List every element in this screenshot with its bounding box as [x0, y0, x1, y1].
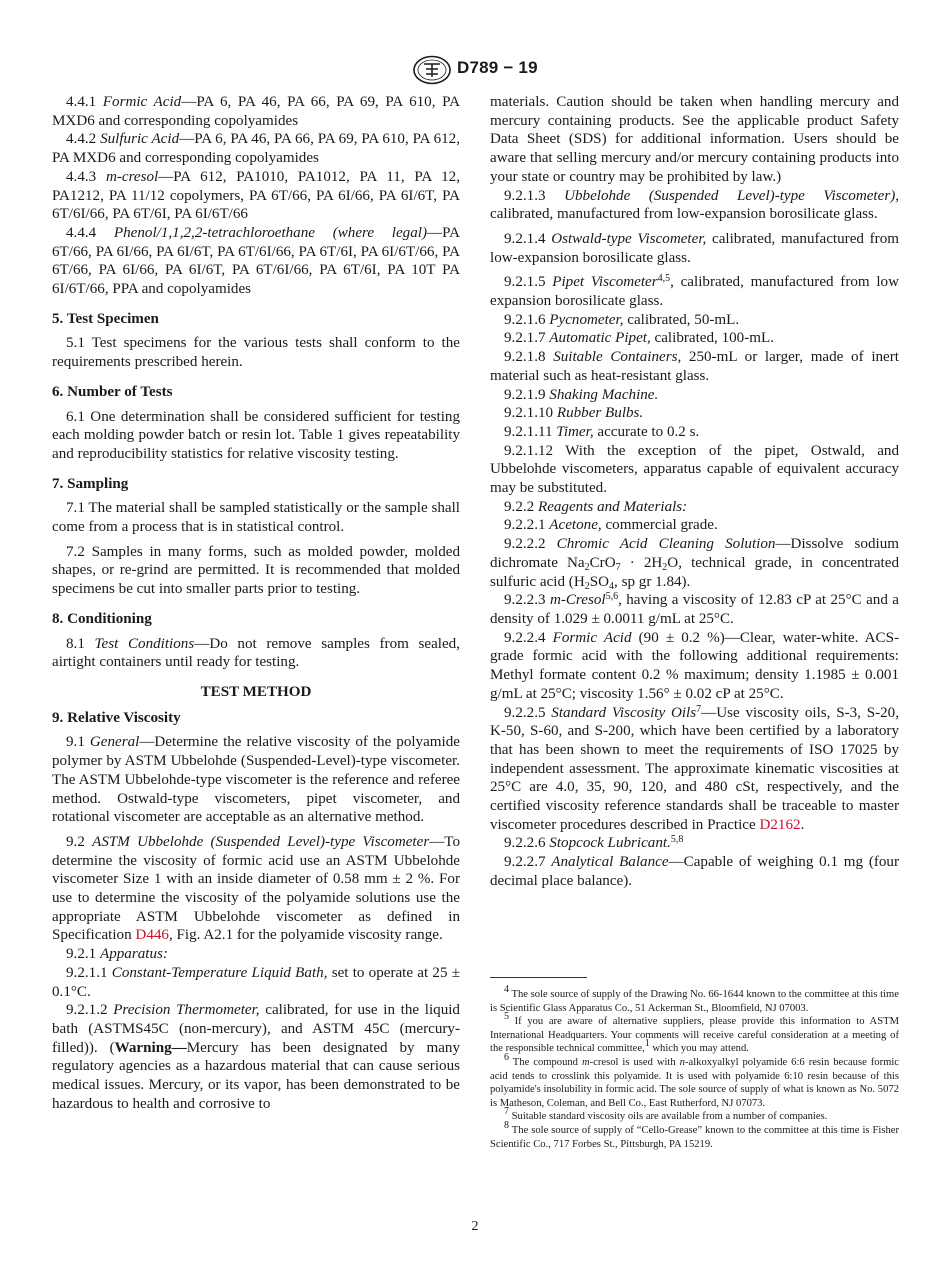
paragraph-9-2-1-2: 9.2.1.2 Precision Thermometer, calibrated, for use in the liquid bath (ASTMS45C (non-mercury), and ASTM 45C (mercury-filled)). (Warning—Mercury has been designated by many regulatory agencies as a hazardous material that can cause serious medical issues. Mercury, or its vapor, has been demonstrated to be hazardous to health and corrosive to [52, 1002, 460, 1112]
d446-link[interactable]: D446 [135, 927, 169, 944]
paragraph-9-2-1-6: 9.2.1.6 Pycnometer, calibrated, 50-mL. [504, 311, 740, 328]
paragraph-9-2-2-5: 9.2.2.5 Standard Viscosity Oils$^7$—Use viscosity oils, S-3, S-20, K-50, S-60, and S-200, which have been certified by a laboratory that has been shown to meet the requirements of ISO 17025 by independent assessment. The approximate kinematic viscosities at 25°C are 4.0, 35, 90, 120, and 480 cSt, respectively, and the certified viscosity reference standards shall be traceable to master viscometer procedures described in Practice D2162. [490, 703, 899, 833]
test-method-heading: TEST METHOD [200, 683, 312, 700]
paragraph-8-1: 8.1 Test Conditions—Do not remove samples from sealed, airtight containers until ready for testing. [52, 635, 460, 671]
paragraph-9-2-1-8: 9.2.1.8 Suitable Containers, 250-mL or larger, made of inert material such as heat-resistant glass. [490, 349, 899, 384]
paragraph-9-2-1: 9.2.1 Apparatus: [66, 946, 168, 963]
paragraph-7-2: 7.2 Samples in many forms, such as molded powder, molded shapes, or re-grind are permitted. It is recommended that molded specimens be cut into smaller parts prior to testing. [52, 543, 460, 598]
paragraph-9-2-1-3: 9.2.1.3 Ubbelohde (Suspended Level)-type Viscometer), calibrated, manufactured from low-expansion borosilicate glass. [490, 187, 899, 223]
page-header [0, 55, 950, 85]
page-number: 2 [471, 1219, 479, 1234]
section-7-heading: 7. Sampling [52, 475, 129, 492]
document-designation: D789 − 19 [457, 58, 538, 77]
section-8-heading: 8. Conditioning [52, 610, 152, 627]
paragraph-4-4-1: 4.4.1 Formic Acid—PA 6, PA 46, PA 66, PA 69, PA 610, PA MXD6 and corresponding copolyamides [52, 94, 460, 129]
paragraph-9-2-2-7: 9.2.2.7 Analytical Balance—Capable of weighing 0.1 mg (four decimal place balance). [490, 854, 899, 889]
astm-logo-icon [412, 55, 452, 85]
paragraph-4-4-4: 4.4.4 Phenol/1,1,2,2-tetrachloroethane (where legal)—PA 6T/66, PA 6I/66, PA 6I/6T, PA 6T/6I/66, PA 6T/6I, PA 6I/6T/66, PA 6T/66, PA 6I/66, PA 6I/6T, PA 6T/6I/66, PA 6T/6I, PA 10T PA 6I/6T/66, PPA and copolyamides [52, 224, 460, 298]
paragraph-4-4-2: 4.4.2 Sulfuric Acid—PA 6, PA 46, PA 66, PA 69, PA 610, PA 612, PA MXD6 and corresponding copolyamides [52, 131, 460, 167]
paragraph-9-2-2-2: 9.2.2.2 Chromic Acid Cleaning Solution—Dissolve sodium dichromate $Na_2CrO_7 \cdot 2H_2O$, technical grade, in concentrated sulfuric acid ($H_2SO_4$, sp gr 1.84). [490, 536, 899, 592]
left-column [52, 93, 460, 1113]
paragraph-9-2-1-7: 9.2.1.7 Automatic Pipet, calibrated, 100-mL. [504, 330, 774, 347]
section-9-heading: 9. Relative Viscosity [52, 709, 181, 726]
footnote-4: $^4$ The sole source of supply of the Drawing No. 66-1644 known to the committee at this time is Scientific Glass Apparatus Co., 51 Ackerman St., Bloomfield, NJ 07003. [490, 984, 899, 1014]
mercury-warning-continued: materials. Caution should be taken when handling mercury and mercury containing products. See the applicable product Safety Data Sheet (SDS) for additional information. Users should be aware that selling mercury and/or mercury containing products into your state or country may be prohibited by law.) [490, 94, 899, 185]
paragraph-9-2-2-1: 9.2.2.1 Acetone, commercial grade. [504, 517, 718, 534]
paragraph-7-1: 7.1 The material shall be sampled statistically or the sample shall come from a process that is in statistical control. [52, 500, 460, 536]
footnote-5: $^5$ If you are aware of alternative suppliers, please provide this information to ASTM International Headquarters. Your comments will receive careful consideration at a meeting of the responsible technical committee,$^1$ which you may attend. [490, 1011, 899, 1055]
footnote-6: $^6$ The compound m-cresol is used with n-alkoxyalkyl polyamide 6:6 resin because formic acid tends to crosslink this polyamide. It is used with polyamide 6:10 resin because of this polyamide's insolubility in formic acid. The sole source of supply of what is known as No. 5072 is Matheson, Coleman, and Bell Co., East Rutherford, NJ 07073. [490, 1051, 899, 1109]
footnotes [490, 984, 899, 1151]
paragraph-9-2-1-12: 9.2.1.12 With the exception of the pipet, Ostwald, and Ubbelohde viscometers, apparatus capable of equivalent accuracy may be substituted. [490, 442, 899, 497]
right-column [490, 93, 899, 891]
paragraph-4-4-3: 4.4.3 m-cresol—PA 612, PA1010, PA1012, PA 11, PA 12, PA1212, PA 11/12 copolymers, PA 6T/66, PA 6I/66, PA 6I/6T, PA 6T/6I/66, PA 6T/6I, PA 6I/6T/66 [52, 168, 461, 223]
paragraph-9-1: 9.1 General—Determine the relative viscosity of the polyamide polymer by ASTM Ubbelohde (Suspended-Level)-type viscometer. The ASTM Ubbelohde-type viscometer is the reference and referee method. Ostwald-type viscometers, pipet viscometer, and rotational viscometer are acceptable as an alternative method. [52, 734, 460, 826]
section-5-heading: 5. Test Specimen [52, 310, 159, 327]
footnote-divider [490, 977, 587, 978]
paragraph-9-2-2-4: 9.2.2.4 Formic Acid (90 ± 0.2 %)—Clear, water-white. ACS-grade formic acid with the following additional requirements: Methyl formate content 0.2 % maximum; density 1.1985 ± 0.001 g/mL at 25°C; viscosity 1.56° ± 0.02 cP at 25°C. [490, 629, 899, 702]
footnote-7: $^7$ Suitable standard viscosity oils are available from a number of companies. [504, 1106, 828, 1123]
paragraph-5-1: 5.1 Test specimens for the various tests shall conform to the requirements prescribed herein. [52, 335, 460, 371]
section-6-heading: 6. Number of Tests [52, 383, 173, 400]
paragraph-9-2-1-1: 9.2.1.1 Constant-Temperature Liquid Bath, set to operate at 25 ± 0.1°C. [52, 964, 460, 1000]
paragraph-9-2-1-11: 9.2.1.11 Timer, accurate to 0.2 s. [504, 423, 700, 440]
paragraph-9-2-1-4: 9.2.1.4 Ostwald-type Viscometer, calibrated, manufactured from low-expansion borosilicate glass. [490, 230, 899, 266]
paragraph-9-2-1-10: 9.2.1.10 Rubber Bulbs. [504, 405, 644, 422]
d2162-link[interactable]: D2162 [759, 816, 801, 833]
paragraph-9-2-2-3: 9.2.2.3 m-Cresol$^{5,6}$, having a viscosity of 12.83 cP at 25°C and a density of 1.029 ± 0.0011 g/mL at 25°C. [490, 591, 900, 627]
paragraph-9-2-1-9: 9.2.1.9 Shaking Machine. [504, 386, 659, 403]
paragraph-9-2-2: 9.2.2 Reagents and Materials: [504, 498, 688, 515]
paragraph-9-2: 9.2 ASTM Ubbelohde (Suspended Level)-type Viscometer—To determine the viscosity of formic acid use an ASTM Ubbelohde viscometer Size 1 with an inside diameter of 0.58 mm ± 2 %. For use to determine the viscosity of the polyamide solutions use the appropriate ASTM Ubbelohde viscometer as defined in Specification D446, Fig. A2.1 for the polyamide viscosity range. [52, 833, 461, 944]
paragraph-9-2-1-5: 9.2.1.5 Pipet Viscometer$^{4,5}$, calibrated, manufactured from low expansion borosilicate glass. [490, 273, 900, 310]
paragraph-6-1: 6.1 One determination shall be considered sufficient for testing each molding powder batch or resin lot. Table 1 gives repeatability and reproducibility statistics for relative viscosity testing. [52, 408, 460, 462]
paragraph-9-2-2-6: 9.2.2.6 Stopcock Lubricant.$^{5,8}$ [504, 834, 684, 852]
footnote-8: $^8$ The sole source of supply of “Cello-Grease” known to the committee at this time is Fisher Scientific Co., 717 Forbes St., Pittsburgh, PA 15219. [490, 1119, 899, 1150]
